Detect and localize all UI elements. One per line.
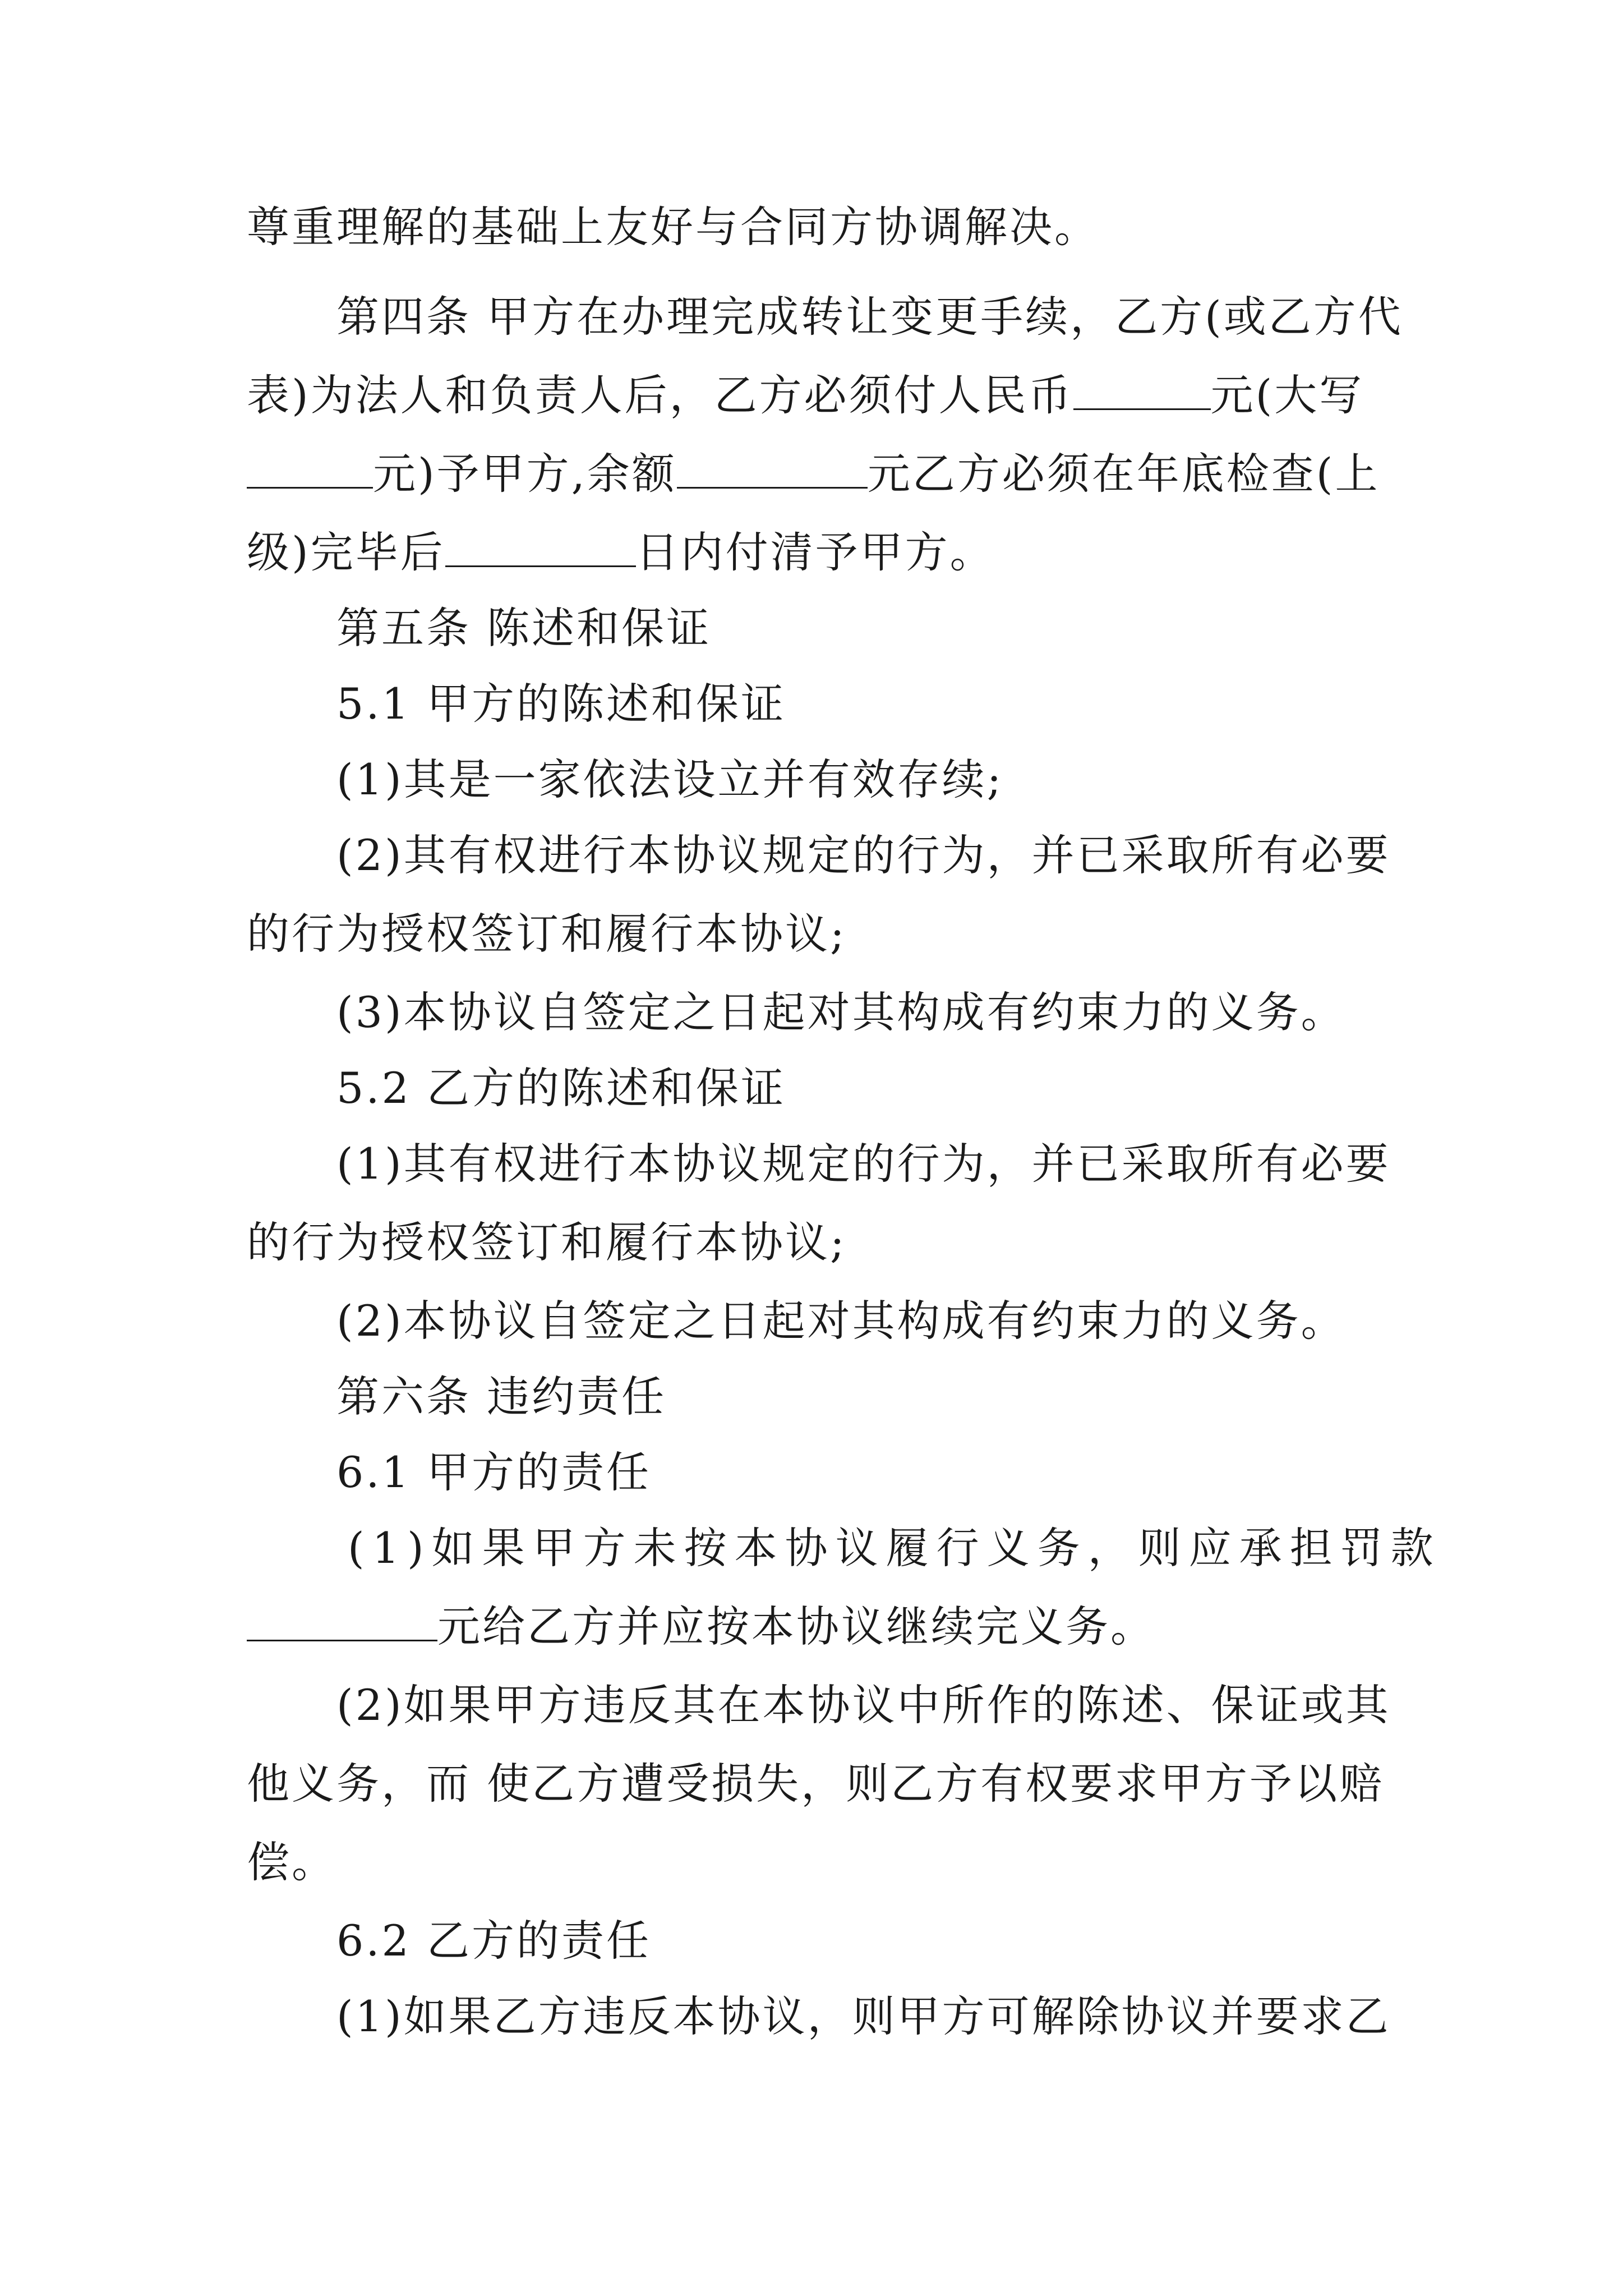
article-5-heading: 第五条 陈述和保证 [336, 603, 712, 653]
paragraph-line: 元给乙方并应按本协议继续完义务。 [247, 1602, 1155, 1652]
paragraph-line: 的行为授权签订和履行本协议; [247, 909, 847, 959]
section-heading: 6.2 乙方的责任 [336, 1916, 652, 1966]
paragraph-line: 级)完毕后 日内付清予甲方。 [247, 527, 995, 577]
blank-balance [677, 449, 868, 489]
paragraph-line: 尊重理解的基础上友好与合同方协调解决。 [247, 202, 1099, 252]
list-item: (2)本协议自签定之日起对其构成有约束力的义务。 [336, 1296, 1346, 1346]
article-6-heading: 第六条 违约责任 [336, 1372, 667, 1421]
list-item: (1)如果乙方违反本协议，则甲方可解除协议并要求乙 [336, 1991, 1391, 2041]
section-heading: 6.1 甲方的责任 [336, 1447, 652, 1497]
article-4-heading: 第四条 甲方在办理完成转让变更手续，乙方(或乙方代 [336, 292, 1403, 342]
list-item: (3)本协议自签定之日起对其构成有约束力的义务。 [336, 987, 1346, 1037]
list-item: (1)其是一家依法设立并有效存续; [336, 754, 1004, 804]
paragraph-line: 表)为法人和负责人后，乙方必须付人民币 元(大写 [247, 370, 1364, 420]
list-item: (2)其有权进行本协议规定的行为，并已采取所有必要 [336, 830, 1391, 880]
section-heading: 5.1 甲方的陈述和保证 [336, 679, 786, 729]
list-item: (2)如果甲方违反其在本协议中所作的陈述、保证或其 [336, 1680, 1391, 1730]
paragraph-line: 的行为授权签订和履行本协议; [247, 1217, 847, 1267]
paragraph-line: 偿。 [247, 1837, 336, 1887]
blank-amount [1073, 370, 1211, 410]
list-item: (1)如果甲方未按本协议履行义务，则应承担罚款 [348, 1523, 1441, 1573]
paragraph-line: 元)予甲方,余额 元乙方必须在年底检查(上 [247, 449, 1380, 499]
blank-penalty [247, 1602, 437, 1641]
section-heading: 5.2 乙方的陈述和保证 [336, 1063, 786, 1113]
list-item: (1)其有权进行本协议规定的行为，并已采取所有必要 [336, 1139, 1391, 1189]
blank-days [445, 527, 636, 567]
paragraph-line: 他义务，而 使乙方遭受损失，则乙方有权要求甲方予以赔 [247, 1759, 1385, 1809]
blank-amount-words [247, 449, 373, 489]
